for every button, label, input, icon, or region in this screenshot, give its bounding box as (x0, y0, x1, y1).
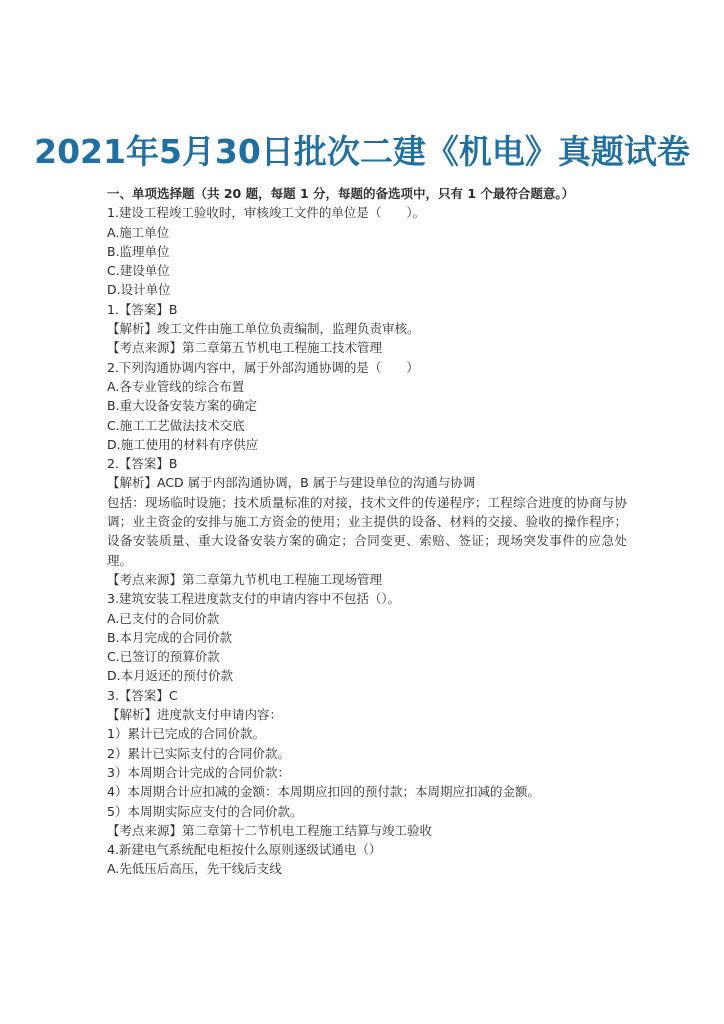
q1-analysis: 【解析】竣工文件由施工单位负责编制，监理负责审核。 (107, 321, 420, 337)
q3-option-b: B.本月完成的合同价款 (107, 629, 233, 645)
q1-option-a: A.施工单位 (107, 224, 170, 240)
q3-option-c: C.已签订的预算价款 (107, 649, 220, 665)
q1-option-c: C.建设单位 (107, 263, 170, 279)
q2-option-d: D.施工使用的材料有序供应 (107, 436, 259, 452)
q2-analysis: 【解析】ACD 属于内部沟通协调，B 属于与建设单位的沟通与协调 (107, 475, 476, 491)
question-4: 4.新建电气系统配电柜按什么原则逐级试通电（） (107, 842, 382, 858)
question-3: 3.建筑安装工程进度款支付的申请内容中不包括（）。 (107, 591, 401, 607)
question-1: 1.建设工程竣工验收时，审核竣工文件的单位是（ ）。 (107, 205, 426, 221)
q3-source: 【考点来源】第二章第十二节机电工程施工结算与竣工验收 (107, 822, 433, 838)
q2-option-a: A.各专业管线的综合布置 (107, 378, 245, 394)
document-body (107, 184, 627, 879)
section-header: 一、单项选择题（共 20 题，每题 1 分，每题的备选项中，只有 1 个最符合题意。） (107, 186, 575, 201)
q1-source: 【考点来源】第二章第五节机电工程施工技术管理 (107, 340, 383, 356)
q1-option-d: D.设计单位 (107, 282, 171, 298)
q2-analysis-detail: 包括：现场临时设施；技术质量标准的对接，技术文件的传递程序；工程综合进度的协商与协调；业主资金的安排与施工方资金的使用；业主提供的设备、材料的交接、验收的操作程序；设备安装质量、重大设备安装方案的确定；合同变更、索赔、签证；现场突发事件的应急处理。 (107, 494, 627, 568)
q3-item-4: 4）本周期合计应扣减的金额：本周期应扣回的预付款；本周期应扣减的金额。 (107, 784, 540, 800)
q3-option-d: D.本月返还的预付价款 (107, 668, 234, 684)
q3-answer: 3.【答案】C (107, 687, 178, 703)
q4-option-a: A.先低压后高压，先干线后支线 (107, 861, 282, 877)
q2-option-b: B.重大设备安装方案的确定 (107, 398, 258, 414)
q3-item-5: 5）本周期实际应支付的合同价款。 (107, 803, 303, 819)
question-2: 2.下列沟通协调内容中，属于外部沟通协调的是（ ） (107, 359, 419, 375)
document-title: 2021年5月30日批次二建《机电》真题试卷 (34, 132, 690, 171)
q1-answer: 1.【答案】B (107, 301, 178, 317)
q3-item-2: 2）累计已实际支付的合同价款。 (107, 745, 290, 761)
q2-source: 【考点来源】第二章第九节机电工程施工现场管理 (107, 571, 383, 587)
q2-option-c: C.施工工艺做法技术交底 (107, 417, 245, 433)
q2-answer: 2.【答案】B (107, 456, 178, 472)
q3-item-3: 3）本周期合计完成的合同价款： (107, 764, 290, 780)
q3-item-1: 1）累计已完成的合同价款。 (107, 726, 265, 742)
q3-option-a: A.已支付的合同价款 (107, 610, 220, 626)
q1-option-b: B.监理单位 (107, 243, 170, 259)
q3-analysis: 【解析】进度款支付申请内容： (107, 707, 283, 723)
